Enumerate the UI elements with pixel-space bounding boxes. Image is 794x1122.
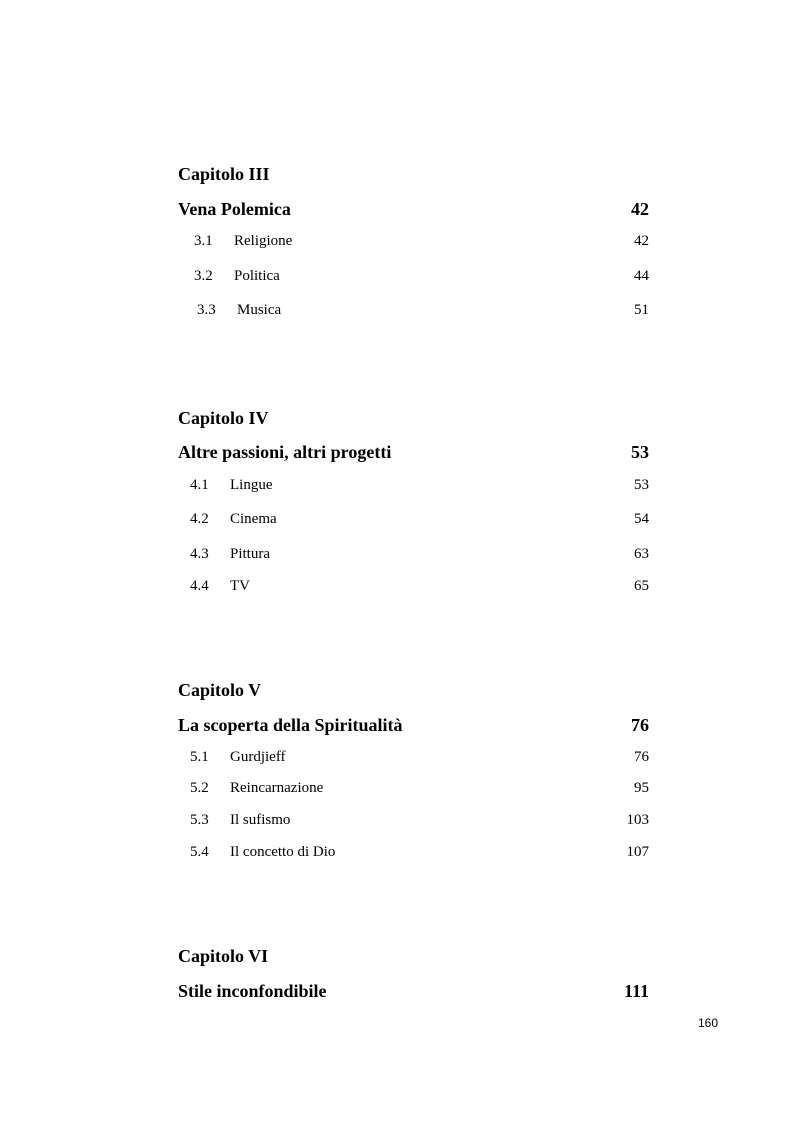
chapter-title: Stile inconfondibile [178,981,327,1001]
section-number: 4.3 [190,546,209,562]
chapter-page: 53 [631,442,649,462]
section-page: 107 [626,844,649,860]
section-page: 53 [634,477,649,493]
chapter-page: 111 [623,981,649,1001]
section-page: 54 [634,511,649,527]
section-label: TV [230,578,250,594]
section-label: Pittura [230,546,270,562]
section-number: 5.3 [190,812,209,828]
section-number: 3.3 [197,302,216,318]
section-page: 65 [634,578,649,594]
section-number: 3.1 [194,233,213,249]
section-label: Il concetto di Dio [230,844,336,860]
section-label: Musica [237,302,282,318]
section-label: Reincarnazione [230,780,324,796]
section-label: Politica [234,268,280,284]
chapter-title: Altre passioni, altri progetti [178,442,392,462]
section-number: 5.2 [190,780,209,796]
section-page: 95 [634,780,649,796]
section-label: Cinema [230,511,277,527]
section-page: 103 [626,812,649,828]
section-number: 3.2 [194,268,213,284]
section-page: 42 [634,233,649,249]
section-page: 63 [634,546,649,562]
section-number: 5.1 [190,749,209,765]
chapter-title: Vena Polemica [178,199,291,219]
page-number: 160 [697,1016,718,1030]
section-page: 76 [634,749,649,765]
chapter-heading: Capitolo IV [178,408,269,428]
section-label: Lingue [230,477,273,493]
section-label: Il sufismo [230,812,291,828]
chapter-page: 42 [631,199,649,219]
section-number: 5.4 [190,844,209,860]
chapter-heading: Capitolo V [178,680,262,700]
section-label: Gurdjieff [230,749,286,765]
chapter-heading: Capitolo VI [178,946,269,966]
chapter-heading: Capitolo III [178,164,270,184]
section-page: 51 [634,302,649,318]
section-number: 4.1 [190,477,209,493]
section-number: 4.4 [190,578,209,594]
section-page: 44 [634,268,649,284]
chapter-page: 76 [631,715,649,735]
section-number: 4.2 [190,511,209,527]
section-label: Religione [234,233,293,249]
chapter-title: La scoperta della Spiritualità [178,715,403,735]
